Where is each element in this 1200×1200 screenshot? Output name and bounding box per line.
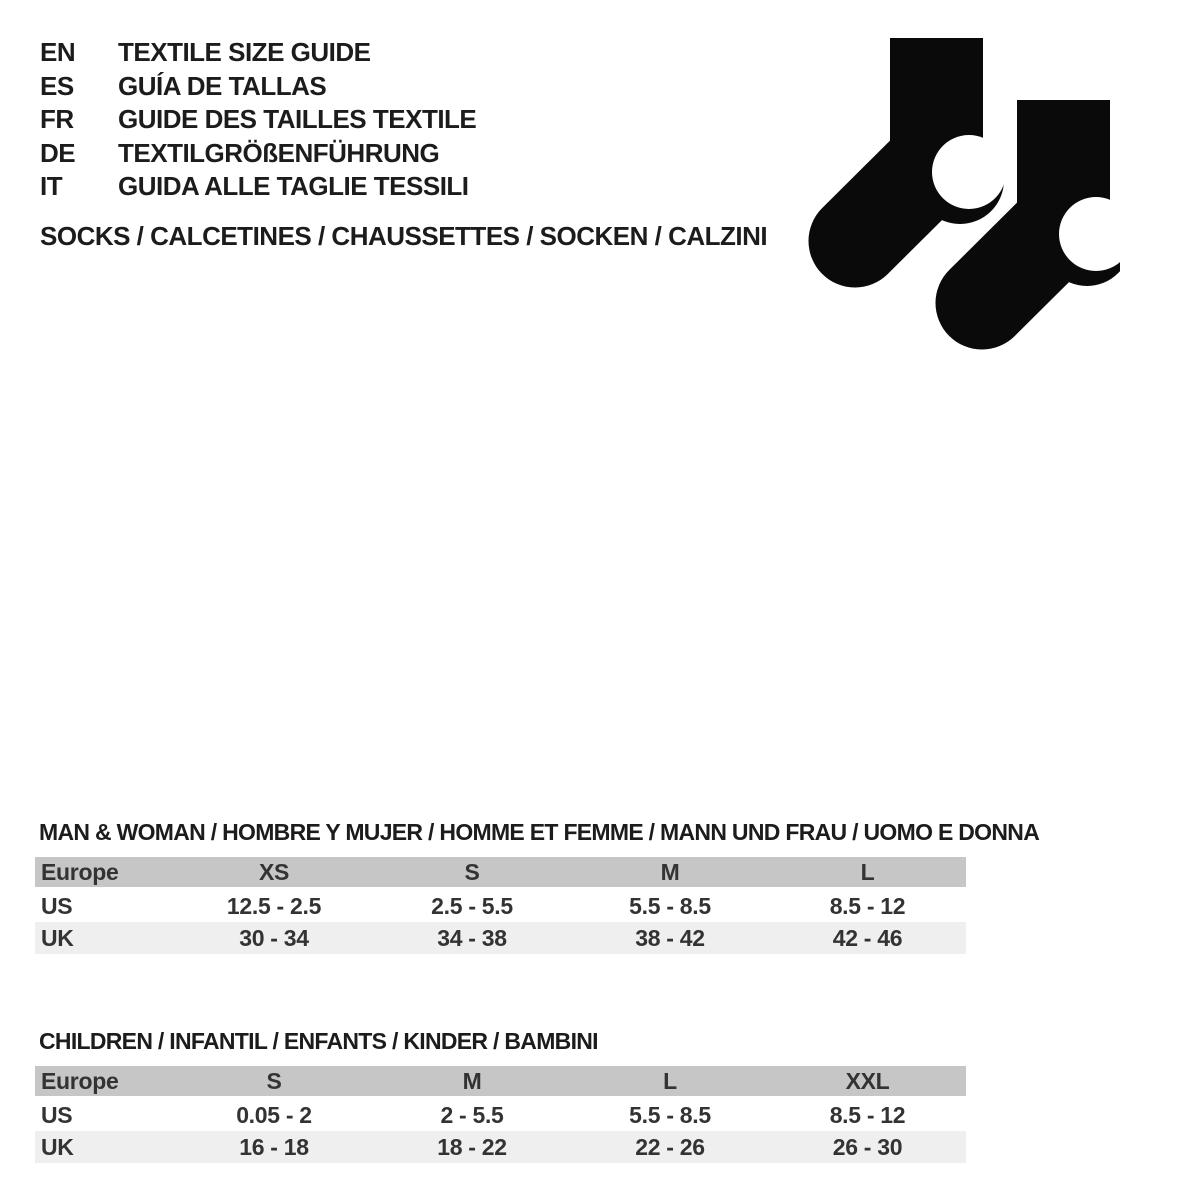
region-label: US: [41, 1101, 73, 1128]
column-header-s: S: [175, 1066, 373, 1099]
size-value: 38 - 42: [571, 922, 769, 954]
table-row-us: [35, 890, 966, 922]
language-row-de: [40, 137, 476, 171]
section-man-woman: [35, 819, 1040, 954]
column-header-xs: XS: [175, 857, 373, 890]
language-code: IT: [40, 171, 63, 202]
region-label: UK: [35, 1131, 175, 1163]
column-header-europe: Europe: [35, 857, 175, 890]
size-value: 2 - 5.5: [440, 1101, 504, 1128]
table-title-man-woman: MAN & WOMAN / HOMBRE Y MUJER / HOMME ET FEMME / MANN UND FRAU / UOMO E DONNA: [39, 819, 1040, 845]
language-code: EN: [40, 37, 76, 68]
language-code: DE: [40, 137, 76, 168]
size-value: 5.5 - 8.5: [629, 1101, 711, 1128]
region-label: US: [41, 892, 73, 919]
table-row-uk: [35, 1131, 966, 1163]
language-label: GUÍA DE TALLAS: [118, 70, 327, 101]
size-value: 42 - 46: [769, 922, 966, 954]
column-header-l: L: [571, 1066, 769, 1099]
size-value: 22 - 26: [571, 1131, 769, 1163]
size-value: 2.5 - 5.5: [431, 892, 513, 919]
category-line: SOCKS / CALCETINES / CHAUSSETTES / SOCKEN / CALZINI: [40, 221, 768, 251]
language-label: GUIDE DES TAILLES TEXTILE: [118, 104, 477, 135]
size-value: 26 - 30: [769, 1131, 966, 1163]
language-row-es: [40, 70, 476, 104]
column-header-m: M: [373, 1066, 571, 1099]
size-value: 8.5 - 12: [829, 892, 906, 919]
sock-right: [982, 100, 1120, 303]
column-header-m: M: [571, 857, 769, 890]
language-list: [40, 36, 476, 204]
language-label: TEXTILGRÖßENFÜHRUNG: [118, 137, 440, 168]
size-value: 30 - 34: [175, 922, 373, 954]
language-row-it: [40, 170, 476, 204]
language-label: GUIDA ALLE TAGLIE TESSILI: [118, 171, 469, 202]
column-header-xxl: XXL: [769, 1066, 966, 1099]
size-table-man-woman: [35, 857, 966, 954]
size-value: 16 - 18: [175, 1131, 373, 1163]
language-row-fr: [40, 103, 476, 137]
region-label: UK: [35, 922, 175, 954]
socks-icon: [790, 20, 1120, 350]
column-header-l: L: [769, 857, 966, 890]
table-row-uk: [35, 922, 966, 954]
language-row-en: [40, 36, 476, 70]
size-value: 0.05 - 2: [236, 1101, 312, 1128]
size-table-children: [35, 1066, 966, 1163]
size-value: 18 - 22: [373, 1131, 571, 1163]
table-header-row: [35, 1066, 966, 1099]
language-code: FR: [40, 104, 74, 135]
table-row-us: [35, 1099, 966, 1131]
size-value: 5.5 - 8.5: [629, 892, 711, 919]
sock-left: [855, 38, 1006, 241]
size-value: 8.5 - 12: [829, 1101, 906, 1128]
section-children: [35, 1028, 966, 1163]
size-value: 34 - 38: [373, 922, 571, 954]
table-title-children: CHILDREN / INFANTIL / ENFANTS / KINDER / BAMBINI: [39, 1028, 598, 1054]
column-header-s: S: [373, 857, 571, 890]
size-value: 12.5 - 2.5: [226, 892, 322, 919]
language-code: ES: [40, 70, 74, 101]
table-header-row: [35, 857, 966, 890]
column-header-europe: Europe: [35, 1066, 175, 1099]
language-label: TEXTILE SIZE GUIDE: [118, 37, 371, 68]
